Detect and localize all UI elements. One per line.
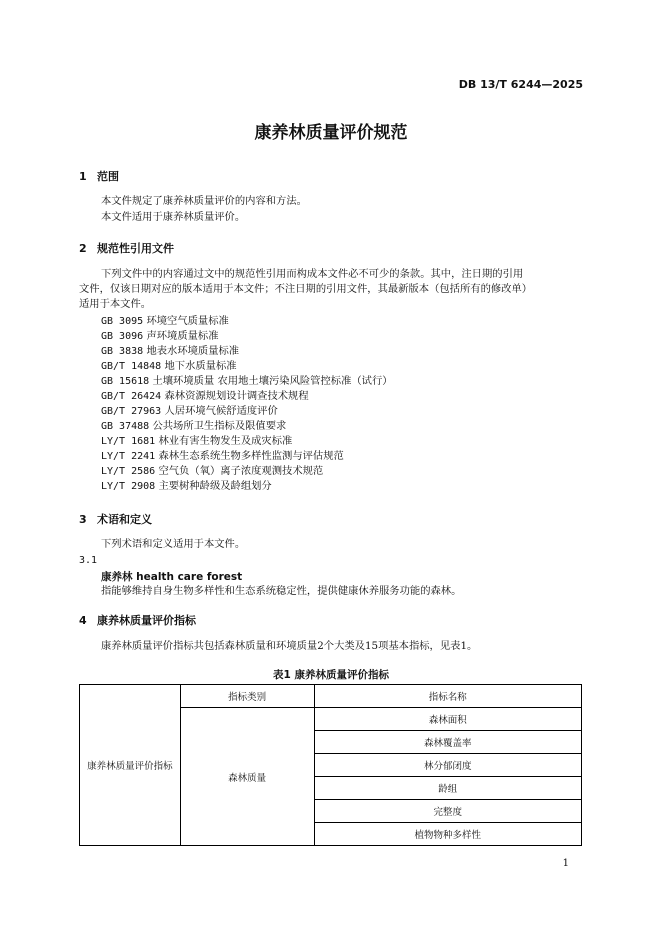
section-title: 范围 <box>97 170 119 183</box>
table-column-header: 指标类别 <box>180 685 314 708</box>
reference-item: GB 3838 地表水环境质量标准 <box>101 345 240 357</box>
table-row <box>80 685 582 708</box>
term-name: 康养林 health care forest <box>101 571 243 583</box>
reference-item: GB/T 14848 地下水质量标准 <box>101 360 237 372</box>
paragraph: 本文件适用于康养林质量评价。 <box>101 211 246 223</box>
section-1-heading <box>79 168 119 184</box>
table-column-header: 指标名称 <box>314 685 581 708</box>
table-cell: 龄组 <box>314 777 581 800</box>
reference-item: GB 3096 声环境质量标准 <box>101 330 219 342</box>
section-title: 术语和定义 <box>97 513 152 526</box>
paragraph-line: 适用于本文件。 <box>79 298 152 310</box>
paragraph: 康养林质量评价指标共包括森林质量和环境质量2个大类及15项基本指标，见表1。 <box>101 640 478 652</box>
table-category-cell: 森林质量 <box>180 708 314 846</box>
table-cell: 完整度 <box>314 800 581 823</box>
indicator-table <box>79 684 582 846</box>
table-cell: 林分郁闭度 <box>314 754 581 777</box>
table-cell: 森林覆盖率 <box>314 731 581 754</box>
section-title: 规范性引用文件 <box>97 242 174 255</box>
table-cell: 植物物种多样性 <box>314 823 581 846</box>
page-number: 1 <box>562 858 569 869</box>
table-cell: 森林面积 <box>314 708 581 731</box>
reference-item: LY/T 2241 森林生态系统生物多样性监测与评估规范 <box>101 450 344 462</box>
reference-item: LY/T 2586 空气负（氧）离子浓度观测技术规范 <box>101 465 324 477</box>
section-number: 4 <box>79 614 87 627</box>
paragraph: 本文件规定了康养林质量评价的内容和方法。 <box>101 195 307 207</box>
section-4-heading <box>79 612 196 628</box>
reference-item: GB 3095 环境空气质量标准 <box>101 315 229 327</box>
section-number: 1 <box>79 170 87 183</box>
reference-item: LY/T 2908 主要树种龄级及龄组划分 <box>101 480 272 492</box>
paragraph: 下列术语和定义适用于本文件。 <box>101 538 246 550</box>
table-caption: 表1 康养林质量评价指标 <box>273 669 389 681</box>
term-number: 3.1 <box>79 555 98 566</box>
paragraph-line: 下列文件中的内容通过文中的规范性引用而构成本文件必不可少的条款。其中，注日期的引用 <box>101 268 524 280</box>
section-3-heading <box>79 511 152 527</box>
table-row-header: 康养林质量评价指标 <box>80 685 181 846</box>
section-title: 康养林质量评价指标 <box>97 614 196 627</box>
section-number: 3 <box>79 513 87 526</box>
reference-item: LY/T 1681 林业有害生物发生及成灾标准 <box>101 435 293 447</box>
section-2-heading <box>79 240 174 256</box>
document-code: DB 13/T 6244—2025 <box>458 78 583 91</box>
section-number: 2 <box>79 242 87 255</box>
reference-item: GB/T 27963 人居环境气候舒适度评价 <box>101 405 278 417</box>
reference-item: GB 15618 土壤环境质量 农用地土壤污染风险管控标准（试行） <box>101 375 393 387</box>
paragraph-line: 文件，仅该日期对应的版本适用于本文件；不注日期的引用文件，其最新版本（包括所有的修改单） <box>79 283 533 295</box>
term-definition: 指能够维持自身生物多样性和生态系统稳定性，提供健康休养服务功能的森林。 <box>101 585 462 597</box>
reference-item: GB 37488 公共场所卫生指标及限值要求 <box>101 420 287 432</box>
document-title: 康养林质量评价规范 <box>254 123 408 143</box>
reference-item: GB/T 26424 森林资源规划设计调查技术规程 <box>101 390 309 402</box>
